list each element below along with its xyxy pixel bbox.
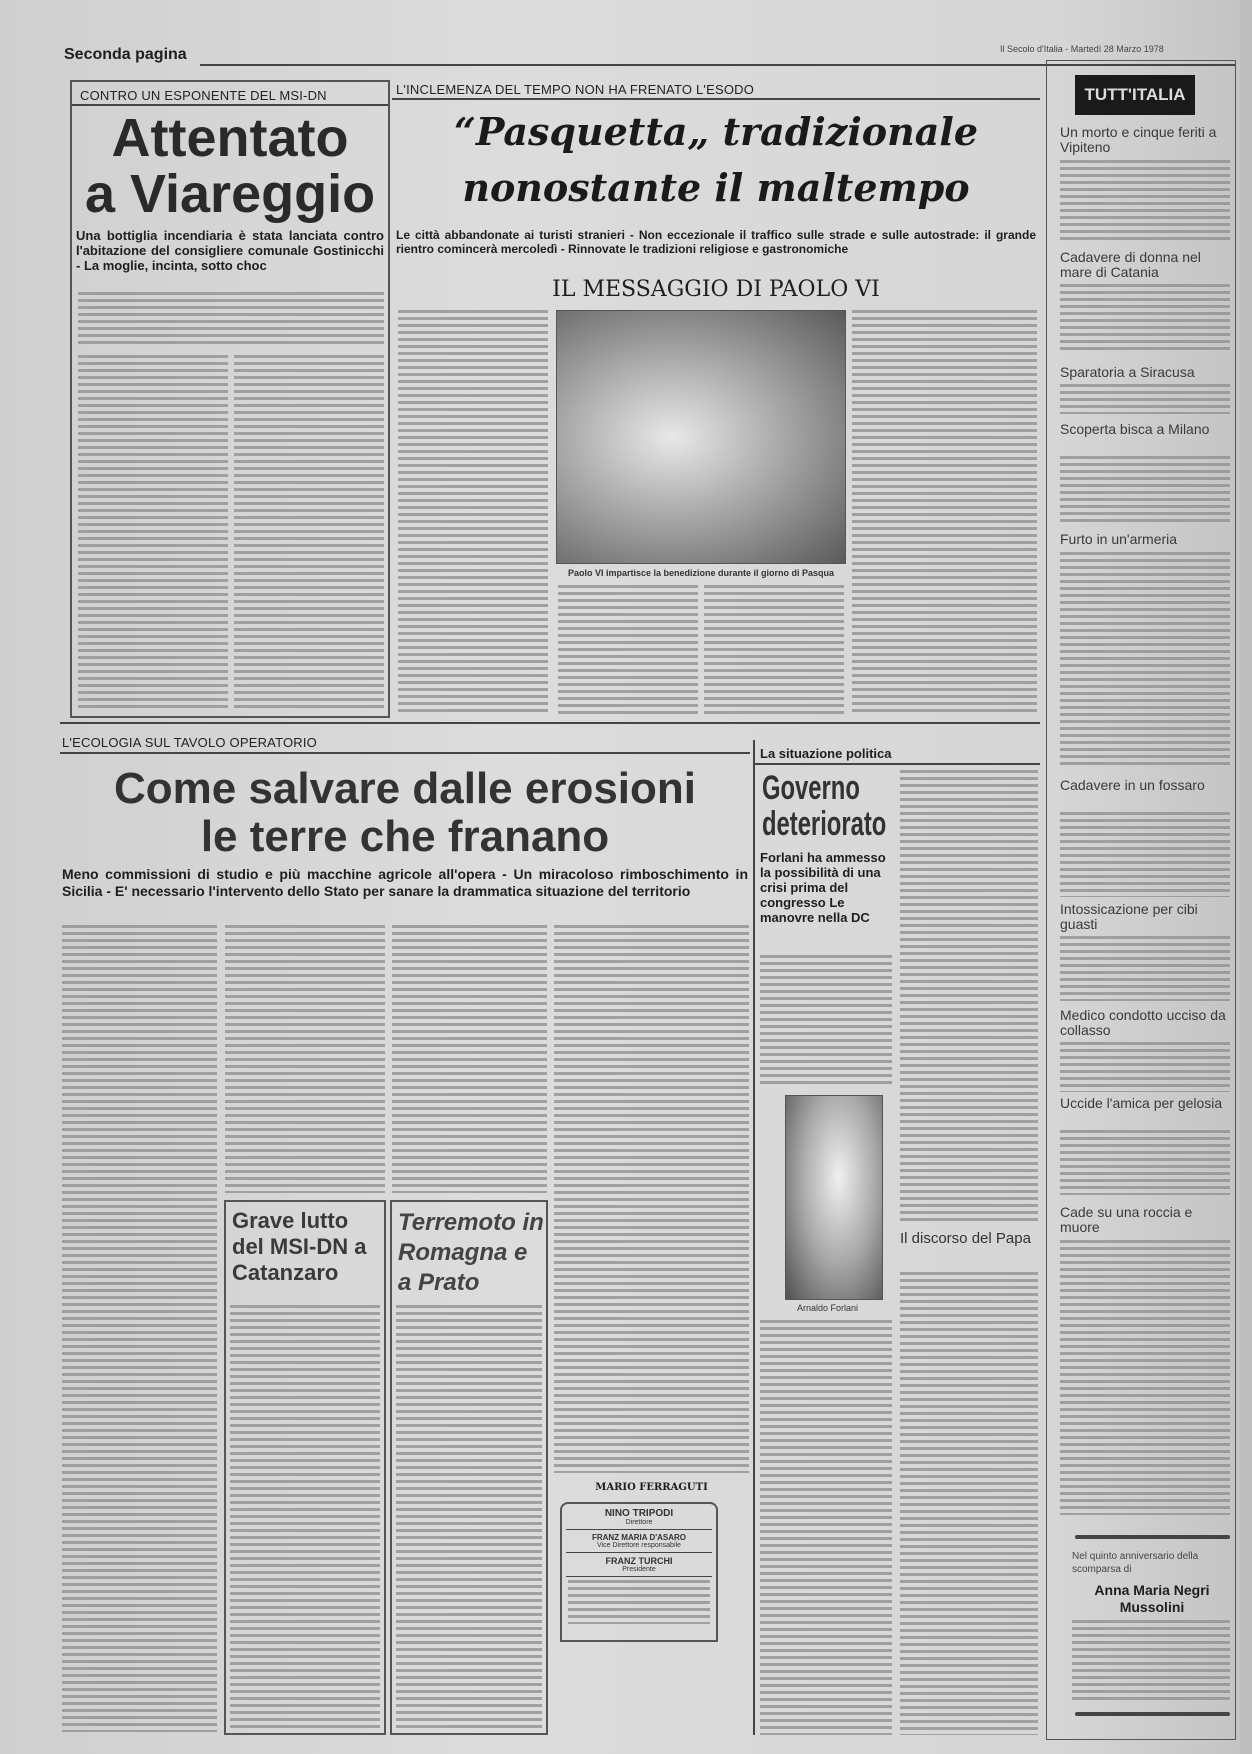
subhead: Una bottiglia incendiaria è stata lanciata contro l'abitazione del consigliere comunale Gostinicchi - La moglie, incinta, sotto choc: [76, 228, 384, 273]
news-brief-text: [1060, 384, 1230, 414]
subsection-title: Il discorso del Papa: [900, 1230, 1031, 1247]
divider: [72, 104, 388, 106]
byline: MARIO FERRAGUTI: [595, 1482, 708, 1493]
headline-line: a Viareggio: [84, 164, 376, 224]
news-brief-text: [1060, 1042, 1230, 1092]
body-column: [392, 925, 547, 1193]
news-brief-title: Intossicazione per cibi guasti: [1060, 901, 1198, 932]
forlani-photo: [785, 1095, 883, 1300]
news-brief-title: Medico condotto ucciso da collasso: [1060, 1007, 1226, 1038]
body-column: [760, 955, 892, 1087]
tutt-italia-logo: TUTT'ITALIA: [1075, 75, 1195, 115]
body-column: [225, 925, 385, 1193]
kicker: La situazione politica: [760, 746, 892, 761]
headline-line: nonostante il maltempo: [462, 165, 970, 210]
news-brief-title: Cadavere di donna nel mare di Catania: [1060, 249, 1201, 280]
headline: Grave lutto del MSI-DN a Catanzaro: [232, 1208, 367, 1285]
director-name: NINO TRIPODI: [604, 1508, 674, 1519]
memorial-text: [1072, 1620, 1230, 1703]
headline-line: Come salvare dalle erosioni: [113, 764, 697, 813]
column-rule: [753, 740, 755, 1735]
headline-line: “Pasquetta„ tradizionale: [453, 109, 979, 154]
body-column: [704, 585, 844, 715]
headline: Terremoto in Romagna e a Prato: [398, 1209, 544, 1296]
body-column: [78, 355, 228, 710]
headline: [60, 765, 750, 861]
headline-line: Attentato: [111, 108, 349, 168]
body-column: [900, 770, 1038, 1225]
news-brief-title: Cade su una roccia e muore: [1060, 1204, 1193, 1235]
subhead: Forlani ha ammesso la possibilità di una crisi prima del congresso Le manovre nella DC: [760, 850, 886, 925]
body-column: [558, 585, 698, 715]
memorial-border-top: [1075, 1535, 1230, 1539]
president-role: Presidente: [622, 1566, 656, 1573]
memorial-name: Anna Maria Negri Mussolini: [1094, 1582, 1210, 1615]
body-column: [760, 1320, 892, 1735]
body-column: [554, 925, 749, 1473]
news-brief-text: [1060, 456, 1230, 526]
vice-name: FRANZ MARIA D'ASARO: [591, 1533, 687, 1542]
body-column: [396, 1305, 542, 1730]
headline-line: deteriorato: [762, 805, 887, 843]
section-label: Seconda pagina: [64, 46, 187, 63]
news-brief-title: Un morto e cinque feriti a Vipiteno: [1060, 124, 1217, 155]
news-brief-title: Uccide l'amica per gelosia: [1060, 1095, 1223, 1111]
vice-role: Vice Direttore responsabile: [597, 1542, 681, 1549]
subhead: Le città abbandonate ai turisti stranieri - Non eccezionale il traffico sulle strade e sulle autostrade: il grande rientro comincerà mercoledì - Rinnovate le tradizioni religiose e gastronomiche: [396, 228, 1036, 256]
news-brief-text: [1060, 552, 1230, 765]
news-brief-title: Sparatoria a Siracusa: [1060, 364, 1195, 380]
divider: [60, 722, 1040, 724]
publisher-info: [568, 1580, 710, 1624]
divider: [60, 752, 750, 754]
headline: [72, 110, 388, 222]
director-role: Direttore: [625, 1519, 653, 1526]
news-brief-text: [1060, 1130, 1230, 1195]
memorial-border-bottom: [1075, 1712, 1230, 1716]
news-brief-title: Cadavere in un fossaro: [1060, 777, 1205, 793]
news-brief-text: [1060, 284, 1230, 354]
lead-text: [78, 292, 384, 347]
body-column: [852, 310, 1037, 715]
photo-caption: Paolo VI impartisce la benedizione durante il giorno di Pasqua: [567, 568, 835, 578]
subhead: Meno commissioni di studio e più macchine agricole all'opera - Un miracoloso rimboschimento in Sicilia - E' necessario l'intervento dello Stato per sanare la drammatica situazione del territorio: [62, 866, 748, 899]
kicker: L'INCLEMENZA DEL TEMPO NON HA FRENATO L'ESODO: [396, 82, 755, 97]
news-brief-title: Furto in un'armeria: [1060, 531, 1178, 547]
headline: [392, 104, 1040, 216]
headline: [762, 770, 886, 842]
memorial-intro: Nel quinto anniversario della scomparsa di: [1072, 1551, 1199, 1575]
divider: [755, 763, 1040, 765]
body-column: [62, 925, 217, 1732]
masthead-box: [560, 1502, 718, 1642]
section-title: IL MESSAGGIO DI PAOLO VI: [552, 277, 880, 302]
body-column: [900, 1272, 1038, 1735]
body-column: [230, 1305, 380, 1730]
news-brief-text: [1060, 812, 1230, 897]
body-column: [398, 310, 548, 715]
dateline: Il Secolo d'Italia - Martedì 28 Marzo 1978: [1000, 44, 1164, 54]
kicker: L'ECOLOGIA SUL TAVOLO OPERATORIO: [62, 735, 317, 750]
news-brief-text: [1060, 1240, 1230, 1515]
divider: [392, 98, 1040, 100]
president-name: FRANZ TURCHI: [605, 1556, 673, 1566]
headline-line: Governo: [762, 769, 860, 807]
body-column: [234, 355, 384, 710]
news-brief-title: Scoperta bisca a Milano: [1060, 421, 1210, 437]
photo-caption: Arnaldo Forlani: [796, 1303, 859, 1313]
pope-photo: [556, 310, 846, 564]
news-brief-text: [1060, 160, 1230, 240]
headline-line: le terre che franano: [200, 812, 610, 861]
news-brief-text: [1060, 936, 1230, 1001]
kicker: CONTRO UN ESPONENTE DEL MSI-DN: [80, 88, 327, 103]
